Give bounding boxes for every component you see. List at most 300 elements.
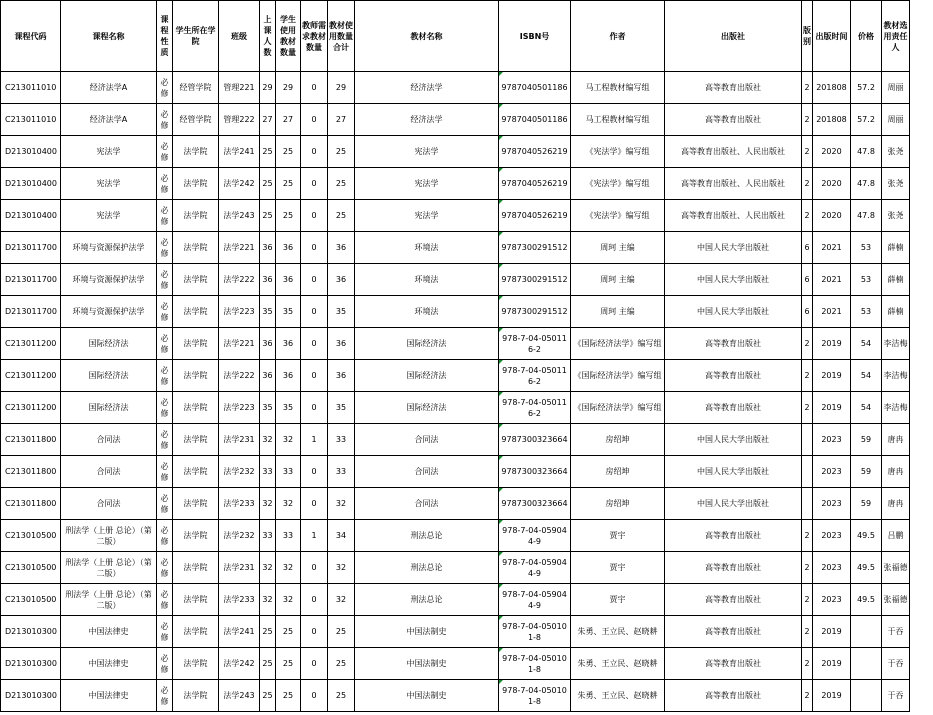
cell-course-nature[interactable]: 必修 [157, 552, 173, 584]
cell-course-name[interactable]: 经济法学A [61, 104, 157, 136]
cell-teacher-qty[interactable]: 0 [301, 648, 328, 680]
cell-teacher-qty[interactable]: 0 [301, 392, 328, 424]
cell-total-qty[interactable]: 35 [328, 392, 355, 424]
cell-total-qty[interactable]: 27 [328, 104, 355, 136]
cell-enrollment[interactable]: 25 [260, 136, 276, 168]
cell-pub-date[interactable]: 2019 [813, 680, 851, 712]
cell-course-code[interactable]: C213010500 [1, 584, 61, 616]
cell-teacher-qty[interactable]: 0 [301, 136, 328, 168]
cell-total-qty[interactable]: 25 [328, 200, 355, 232]
cell-teacher-qty[interactable]: 0 [301, 232, 328, 264]
cell-isbn[interactable]: 9787300323664 [499, 424, 571, 456]
cell-textbook-name[interactable]: 环境法 [355, 232, 499, 264]
cell-college[interactable]: 法学院 [173, 648, 219, 680]
header-student-qty[interactable]: 学生使用教材数量 [276, 1, 301, 72]
cell-teacher-qty[interactable]: 1 [301, 520, 328, 552]
cell-college[interactable]: 法学院 [173, 232, 219, 264]
header-owner[interactable]: 教材选用责任人 [882, 1, 910, 72]
cell-edition[interactable]: 2 [802, 648, 813, 680]
header-total-qty[interactable]: 教材使用数量合计 [328, 1, 355, 72]
cell-class[interactable]: 法学232 [219, 520, 260, 552]
header-college[interactable]: 学生所在学院 [173, 1, 219, 72]
cell-publisher[interactable]: 高等教育出版社 [665, 328, 802, 360]
cell-enrollment[interactable]: 32 [260, 488, 276, 520]
header-isbn[interactable]: ISBN号 [499, 1, 571, 72]
cell-textbook-name[interactable]: 环境法 [355, 296, 499, 328]
cell-textbook-name[interactable]: 中国法制史 [355, 648, 499, 680]
cell-total-qty[interactable]: 34 [328, 520, 355, 552]
cell-college[interactable]: 法学院 [173, 296, 219, 328]
cell-isbn[interactable]: 9787040526219 [499, 168, 571, 200]
cell-price[interactable]: 53 [851, 232, 882, 264]
cell-edition[interactable]: 2 [802, 616, 813, 648]
cell-class[interactable]: 法学241 [219, 616, 260, 648]
cell-edition[interactable]: 2 [802, 392, 813, 424]
cell-total-qty[interactable]: 35 [328, 296, 355, 328]
cell-enrollment[interactable]: 35 [260, 296, 276, 328]
cell-student-qty[interactable]: 25 [276, 136, 301, 168]
cell-author[interactable]: 《国际经济法学》编写组 [571, 360, 665, 392]
cell-isbn[interactable]: 978-7-04-050101-8 [499, 680, 571, 712]
cell-price[interactable]: 49.5 [851, 520, 882, 552]
cell-textbook-name[interactable]: 合同法 [355, 456, 499, 488]
cell-isbn[interactable]: 978-7-04-050116-2 [499, 360, 571, 392]
cell-owner[interactable]: 吕鹏 [882, 520, 910, 552]
cell-publisher[interactable]: 高等教育出版社 [665, 584, 802, 616]
cell-teacher-qty[interactable]: 0 [301, 456, 328, 488]
cell-course-name[interactable]: 中国法律史 [61, 616, 157, 648]
cell-college[interactable]: 法学院 [173, 488, 219, 520]
cell-author[interactable]: 马工程教材编写组 [571, 104, 665, 136]
cell-isbn[interactable]: 978-7-04-050116-2 [499, 392, 571, 424]
cell-course-nature[interactable]: 必修 [157, 136, 173, 168]
header-course-name[interactable]: 课程名称 [61, 1, 157, 72]
cell-total-qty[interactable]: 36 [328, 232, 355, 264]
cell-course-code[interactable]: D213010300 [1, 648, 61, 680]
cell-enrollment[interactable]: 25 [260, 616, 276, 648]
header-course-code[interactable]: 课程代码 [1, 1, 61, 72]
cell-publisher[interactable]: 高等教育出版社、人民出版社 [665, 136, 802, 168]
cell-class[interactable]: 法学241 [219, 136, 260, 168]
header-class[interactable]: 班级 [219, 1, 260, 72]
cell-course-code[interactable]: D213010400 [1, 200, 61, 232]
cell-course-name[interactable]: 刑法学（上册 总论）（第二版） [61, 520, 157, 552]
cell-edition[interactable] [802, 456, 813, 488]
cell-teacher-qty[interactable]: 0 [301, 296, 328, 328]
cell-course-nature[interactable]: 必修 [157, 616, 173, 648]
cell-edition[interactable] [802, 424, 813, 456]
cell-author[interactable]: 马工程教材编写组 [571, 72, 665, 104]
cell-course-code[interactable]: C213010500 [1, 520, 61, 552]
cell-pub-date[interactable]: 2019 [813, 392, 851, 424]
cell-pub-date[interactable]: 2021 [813, 264, 851, 296]
cell-author[interactable]: 周珂 主编 [571, 264, 665, 296]
cell-class[interactable]: 法学222 [219, 360, 260, 392]
cell-isbn[interactable]: 978-7-04-059044-9 [499, 520, 571, 552]
cell-publisher[interactable]: 高等教育出版社 [665, 520, 802, 552]
cell-price[interactable]: 53 [851, 264, 882, 296]
cell-publisher[interactable]: 高等教育出版社 [665, 72, 802, 104]
cell-course-code[interactable]: C213011010 [1, 72, 61, 104]
cell-teacher-qty[interactable]: 0 [301, 360, 328, 392]
cell-isbn[interactable]: 9787300323664 [499, 488, 571, 520]
cell-total-qty[interactable]: 36 [328, 264, 355, 296]
cell-price[interactable] [851, 648, 882, 680]
cell-student-qty[interactable]: 25 [276, 168, 301, 200]
cell-owner[interactable]: 于吞 [882, 616, 910, 648]
cell-owner[interactable]: 薛楠 [882, 264, 910, 296]
cell-author[interactable]: 房绍坤 [571, 424, 665, 456]
cell-owner[interactable]: 张福德 [882, 552, 910, 584]
cell-pub-date[interactable]: 2023 [813, 488, 851, 520]
cell-course-code[interactable]: D213010300 [1, 616, 61, 648]
cell-price[interactable]: 53 [851, 296, 882, 328]
header-pub-date[interactable]: 出版时间 [813, 1, 851, 72]
cell-pub-date[interactable]: 2020 [813, 168, 851, 200]
cell-author[interactable]: 《宪法学》编写组 [571, 136, 665, 168]
cell-college[interactable]: 法学院 [173, 328, 219, 360]
cell-price[interactable]: 47.8 [851, 168, 882, 200]
cell-textbook-name[interactable]: 刑法总论 [355, 584, 499, 616]
header-enrollment[interactable]: 上课人数 [260, 1, 276, 72]
cell-course-name[interactable]: 宪法学 [61, 168, 157, 200]
cell-student-qty[interactable]: 25 [276, 616, 301, 648]
cell-teacher-qty[interactable]: 0 [301, 584, 328, 616]
cell-total-qty[interactable]: 25 [328, 648, 355, 680]
header-textbook-name[interactable]: 教材名称 [355, 1, 499, 72]
cell-owner[interactable]: 唐冉 [882, 456, 910, 488]
cell-isbn[interactable]: 9787300323664 [499, 456, 571, 488]
cell-edition[interactable]: 2 [802, 168, 813, 200]
cell-enrollment[interactable]: 33 [260, 520, 276, 552]
cell-publisher[interactable]: 中国人民大学出版社 [665, 488, 802, 520]
cell-enrollment[interactable]: 36 [260, 328, 276, 360]
cell-enrollment[interactable]: 32 [260, 552, 276, 584]
cell-course-code[interactable]: D213011700 [1, 232, 61, 264]
cell-class[interactable]: 管理221 [219, 72, 260, 104]
cell-edition[interactable]: 6 [802, 264, 813, 296]
cell-edition[interactable]: 2 [802, 200, 813, 232]
cell-publisher[interactable]: 中国人民大学出版社 [665, 424, 802, 456]
cell-author[interactable]: 周珂 主编 [571, 296, 665, 328]
cell-student-qty[interactable]: 32 [276, 584, 301, 616]
cell-class[interactable]: 法学242 [219, 168, 260, 200]
cell-course-code[interactable]: C213011200 [1, 328, 61, 360]
cell-college[interactable]: 法学院 [173, 680, 219, 712]
cell-college[interactable]: 法学院 [173, 264, 219, 296]
cell-textbook-name[interactable]: 经济法学 [355, 72, 499, 104]
cell-author[interactable]: 房绍坤 [571, 456, 665, 488]
cell-course-code[interactable]: D213010300 [1, 680, 61, 712]
cell-college[interactable]: 法学院 [173, 584, 219, 616]
cell-class[interactable]: 法学242 [219, 648, 260, 680]
cell-teacher-qty[interactable]: 0 [301, 328, 328, 360]
cell-isbn[interactable]: 978-7-04-050116-2 [499, 328, 571, 360]
cell-textbook-name[interactable]: 刑法总论 [355, 520, 499, 552]
cell-author[interactable]: 朱勇、王立民、赵晓耕 [571, 648, 665, 680]
cell-teacher-qty[interactable]: 0 [301, 680, 328, 712]
cell-total-qty[interactable]: 25 [328, 680, 355, 712]
cell-course-nature[interactable]: 必修 [157, 360, 173, 392]
cell-publisher[interactable]: 中国人民大学出版社 [665, 232, 802, 264]
cell-publisher[interactable]: 中国人民大学出版社 [665, 264, 802, 296]
cell-student-qty[interactable]: 35 [276, 296, 301, 328]
cell-publisher[interactable]: 高等教育出版社、人民出版社 [665, 168, 802, 200]
cell-class[interactable]: 法学243 [219, 200, 260, 232]
cell-course-nature[interactable]: 必修 [157, 264, 173, 296]
cell-isbn[interactable]: 9787300291512 [499, 296, 571, 328]
cell-student-qty[interactable]: 36 [276, 264, 301, 296]
cell-enrollment[interactable]: 29 [260, 72, 276, 104]
cell-course-code[interactable]: C213011010 [1, 104, 61, 136]
cell-owner[interactable]: 李洁梅 [882, 360, 910, 392]
cell-total-qty[interactable]: 33 [328, 424, 355, 456]
cell-publisher[interactable]: 中国人民大学出版社 [665, 296, 802, 328]
cell-edition[interactable]: 2 [802, 136, 813, 168]
cell-course-code[interactable]: C213011200 [1, 360, 61, 392]
cell-course-code[interactable]: C213010500 [1, 552, 61, 584]
cell-owner[interactable]: 张尧 [882, 200, 910, 232]
cell-course-name[interactable]: 宪法学 [61, 200, 157, 232]
cell-course-code[interactable]: C213011800 [1, 424, 61, 456]
cell-isbn[interactable]: 9787300291512 [499, 232, 571, 264]
cell-course-name[interactable]: 中国法律史 [61, 648, 157, 680]
cell-class[interactable]: 法学231 [219, 424, 260, 456]
cell-class[interactable]: 法学243 [219, 680, 260, 712]
cell-course-nature[interactable]: 必修 [157, 488, 173, 520]
cell-course-nature[interactable]: 必修 [157, 104, 173, 136]
cell-owner[interactable]: 李洁梅 [882, 392, 910, 424]
cell-student-qty[interactable]: 33 [276, 520, 301, 552]
cell-class[interactable]: 管理222 [219, 104, 260, 136]
cell-pub-date[interactable]: 2023 [813, 520, 851, 552]
cell-college[interactable]: 法学院 [173, 424, 219, 456]
cell-price[interactable] [851, 680, 882, 712]
cell-course-code[interactable]: C213011800 [1, 488, 61, 520]
cell-isbn[interactable]: 9787040526219 [499, 200, 571, 232]
cell-price[interactable]: 47.8 [851, 136, 882, 168]
cell-course-name[interactable]: 国际经济法 [61, 360, 157, 392]
cell-course-code[interactable]: C213011200 [1, 392, 61, 424]
cell-course-nature[interactable]: 必修 [157, 648, 173, 680]
cell-enrollment[interactable]: 36 [260, 360, 276, 392]
cell-enrollment[interactable]: 25 [260, 168, 276, 200]
cell-owner[interactable]: 张福德 [882, 584, 910, 616]
cell-course-nature[interactable]: 必修 [157, 328, 173, 360]
cell-teacher-qty[interactable]: 0 [301, 264, 328, 296]
cell-total-qty[interactable]: 36 [328, 360, 355, 392]
cell-teacher-qty[interactable]: 0 [301, 552, 328, 584]
cell-price[interactable]: 59 [851, 456, 882, 488]
cell-publisher[interactable]: 高等教育出版社 [665, 104, 802, 136]
cell-teacher-qty[interactable]: 0 [301, 104, 328, 136]
cell-college[interactable]: 法学院 [173, 552, 219, 584]
cell-edition[interactable]: 2 [802, 72, 813, 104]
cell-owner[interactable]: 周丽 [882, 72, 910, 104]
cell-course-nature[interactable]: 必修 [157, 424, 173, 456]
cell-course-name[interactable]: 刑法学（上册 总论）（第二版） [61, 584, 157, 616]
cell-course-name[interactable]: 宪法学 [61, 136, 157, 168]
cell-edition[interactable] [802, 488, 813, 520]
cell-isbn[interactable]: 9787040501186 [499, 72, 571, 104]
cell-course-name[interactable]: 合同法 [61, 488, 157, 520]
cell-publisher[interactable]: 高等教育出版社 [665, 360, 802, 392]
cell-student-qty[interactable]: 32 [276, 552, 301, 584]
cell-price[interactable]: 49.5 [851, 584, 882, 616]
cell-college[interactable]: 法学院 [173, 520, 219, 552]
header-price[interactable]: 价格 [851, 1, 882, 72]
cell-pub-date[interactable]: 2020 [813, 200, 851, 232]
cell-student-qty[interactable]: 32 [276, 488, 301, 520]
cell-enrollment[interactable]: 27 [260, 104, 276, 136]
cell-class[interactable]: 法学221 [219, 328, 260, 360]
cell-college[interactable]: 法学院 [173, 392, 219, 424]
header-course-nature[interactable]: 课程性质 [157, 1, 173, 72]
cell-pub-date[interactable]: 2019 [813, 648, 851, 680]
cell-isbn[interactable]: 978-7-04-050101-8 [499, 648, 571, 680]
cell-edition[interactable]: 2 [802, 680, 813, 712]
cell-isbn[interactable]: 9787300291512 [499, 264, 571, 296]
cell-author[interactable]: 房绍坤 [571, 488, 665, 520]
cell-student-qty[interactable]: 36 [276, 232, 301, 264]
cell-price[interactable]: 59 [851, 424, 882, 456]
cell-course-code[interactable]: C213011800 [1, 456, 61, 488]
cell-course-name[interactable]: 中国法律史 [61, 680, 157, 712]
cell-pub-date[interactable]: 2019 [813, 328, 851, 360]
cell-course-name[interactable]: 环境与资源保护法学 [61, 232, 157, 264]
cell-class[interactable]: 法学222 [219, 264, 260, 296]
cell-total-qty[interactable]: 33 [328, 456, 355, 488]
cell-enrollment[interactable]: 32 [260, 424, 276, 456]
cell-textbook-name[interactable]: 中国法制史 [355, 680, 499, 712]
cell-course-name[interactable]: 国际经济法 [61, 328, 157, 360]
cell-course-code[interactable]: D213010400 [1, 168, 61, 200]
cell-course-nature[interactable]: 必修 [157, 296, 173, 328]
cell-owner[interactable]: 薛楠 [882, 296, 910, 328]
cell-price[interactable]: 59 [851, 488, 882, 520]
cell-teacher-qty[interactable]: 0 [301, 616, 328, 648]
cell-enrollment[interactable]: 25 [260, 680, 276, 712]
cell-student-qty[interactable]: 36 [276, 360, 301, 392]
cell-textbook-name[interactable]: 合同法 [355, 488, 499, 520]
cell-class[interactable]: 法学221 [219, 232, 260, 264]
cell-student-qty[interactable]: 36 [276, 328, 301, 360]
cell-college[interactable]: 法学院 [173, 136, 219, 168]
cell-pub-date[interactable]: 2023 [813, 424, 851, 456]
cell-edition[interactable]: 2 [802, 104, 813, 136]
cell-price[interactable]: 47.8 [851, 200, 882, 232]
cell-student-qty[interactable]: 35 [276, 392, 301, 424]
cell-course-nature[interactable]: 必修 [157, 520, 173, 552]
cell-publisher[interactable]: 中国人民大学出版社 [665, 456, 802, 488]
cell-pub-date[interactable]: 201808 [813, 72, 851, 104]
cell-course-nature[interactable]: 必修 [157, 456, 173, 488]
cell-total-qty[interactable]: 25 [328, 616, 355, 648]
cell-college[interactable]: 经管学院 [173, 72, 219, 104]
cell-pub-date[interactable]: 2023 [813, 456, 851, 488]
cell-class[interactable]: 法学233 [219, 584, 260, 616]
cell-price[interactable]: 57.2 [851, 72, 882, 104]
cell-owner[interactable]: 于吞 [882, 680, 910, 712]
cell-textbook-name[interactable]: 经济法学 [355, 104, 499, 136]
cell-class[interactable]: 法学232 [219, 456, 260, 488]
cell-edition[interactable]: 2 [802, 520, 813, 552]
cell-course-nature[interactable]: 必修 [157, 72, 173, 104]
cell-pub-date[interactable]: 2021 [813, 232, 851, 264]
cell-course-nature[interactable]: 必修 [157, 168, 173, 200]
cell-course-nature[interactable]: 必修 [157, 584, 173, 616]
cell-enrollment[interactable]: 25 [260, 648, 276, 680]
cell-price[interactable]: 49.5 [851, 552, 882, 584]
cell-teacher-qty[interactable]: 0 [301, 168, 328, 200]
cell-teacher-qty[interactable]: 0 [301, 72, 328, 104]
cell-enrollment[interactable]: 36 [260, 264, 276, 296]
cell-owner[interactable]: 唐冉 [882, 424, 910, 456]
cell-owner[interactable]: 薛楠 [882, 232, 910, 264]
cell-edition[interactable]: 6 [802, 232, 813, 264]
cell-student-qty[interactable]: 25 [276, 200, 301, 232]
cell-total-qty[interactable]: 32 [328, 488, 355, 520]
cell-author[interactable]: 贾宇 [571, 584, 665, 616]
cell-college[interactable]: 法学院 [173, 616, 219, 648]
cell-pub-date[interactable]: 2019 [813, 616, 851, 648]
cell-edition[interactable]: 6 [802, 296, 813, 328]
cell-author[interactable]: 《宪法学》编写组 [571, 168, 665, 200]
cell-total-qty[interactable]: 32 [328, 584, 355, 616]
cell-enrollment[interactable]: 33 [260, 456, 276, 488]
cell-enrollment[interactable]: 35 [260, 392, 276, 424]
cell-student-qty[interactable]: 25 [276, 648, 301, 680]
cell-course-nature[interactable]: 必修 [157, 392, 173, 424]
cell-textbook-name[interactable]: 中国法制史 [355, 616, 499, 648]
cell-textbook-name[interactable]: 宪法学 [355, 136, 499, 168]
cell-publisher[interactable]: 高等教育出版社 [665, 616, 802, 648]
cell-total-qty[interactable]: 29 [328, 72, 355, 104]
cell-author[interactable]: 《国际经济法学》编写组 [571, 328, 665, 360]
cell-course-nature[interactable]: 必修 [157, 200, 173, 232]
cell-class[interactable]: 法学231 [219, 552, 260, 584]
cell-author[interactable]: 周珂 主编 [571, 232, 665, 264]
cell-textbook-name[interactable]: 合同法 [355, 424, 499, 456]
cell-pub-date[interactable]: 201808 [813, 104, 851, 136]
cell-owner[interactable]: 张尧 [882, 136, 910, 168]
cell-class[interactable]: 法学223 [219, 392, 260, 424]
cell-teacher-qty[interactable]: 0 [301, 488, 328, 520]
header-teacher-qty[interactable]: 教师需求教材数量 [301, 1, 328, 72]
cell-textbook-name[interactable]: 宪法学 [355, 168, 499, 200]
cell-author[interactable]: 贾宇 [571, 552, 665, 584]
cell-publisher[interactable]: 高等教育出版社 [665, 680, 802, 712]
cell-college[interactable]: 经管学院 [173, 104, 219, 136]
cell-class[interactable]: 法学223 [219, 296, 260, 328]
cell-course-name[interactable]: 合同法 [61, 424, 157, 456]
cell-pub-date[interactable]: 2020 [813, 136, 851, 168]
cell-class[interactable]: 法学233 [219, 488, 260, 520]
cell-student-qty[interactable]: 32 [276, 424, 301, 456]
cell-course-name[interactable]: 刑法学（上册 总论）（第二版） [61, 552, 157, 584]
cell-course-name[interactable]: 国际经济法 [61, 392, 157, 424]
cell-course-code[interactable]: D213011700 [1, 296, 61, 328]
cell-pub-date[interactable]: 2023 [813, 552, 851, 584]
cell-price[interactable]: 54 [851, 360, 882, 392]
cell-total-qty[interactable]: 36 [328, 328, 355, 360]
cell-owner[interactable]: 于吞 [882, 648, 910, 680]
cell-course-name[interactable]: 合同法 [61, 456, 157, 488]
cell-owner[interactable]: 唐冉 [882, 488, 910, 520]
cell-student-qty[interactable]: 25 [276, 680, 301, 712]
cell-enrollment[interactable]: 36 [260, 232, 276, 264]
cell-edition[interactable]: 2 [802, 328, 813, 360]
